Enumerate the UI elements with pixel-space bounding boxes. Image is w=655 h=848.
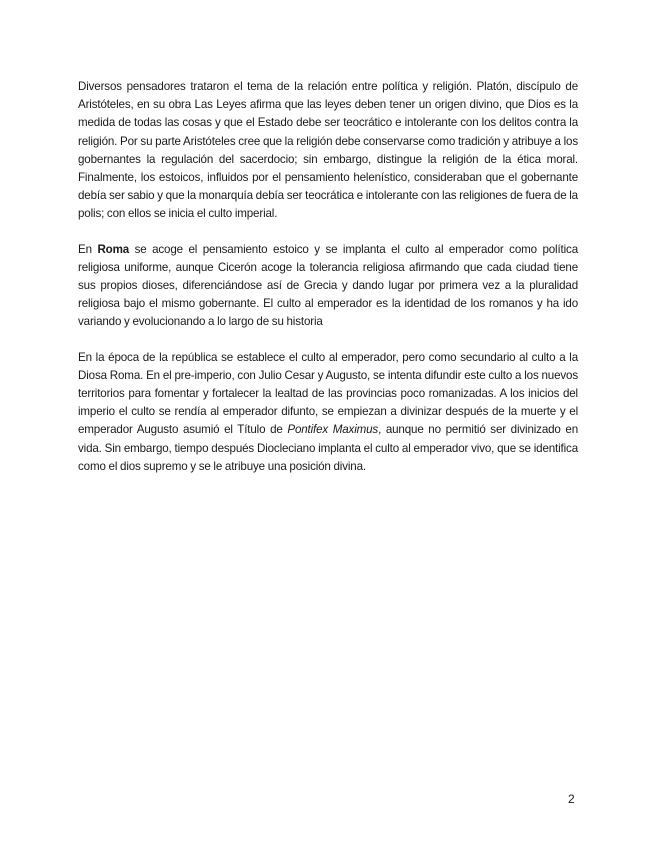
paragraph-philosophers: Diversos pensadores trataron el tema de la relación entre política y religión. Platón, discípulo de Aristóteles, en su obra Las Leyes afirma que las leyes deben tener un origen divino, que Dios es la medida de todas las cosas y que el Estado debe ser teocrático e intolerante con los delitos contra la religión. Por su parte Aristóteles cree que la religión debe conservarse como tradición y atribuye a los gobernantes la regulación del sacerdocio; sin embargo, distingue la religión de la ética moral. Finalmente, los estoicos, influidos por el pensamiento helenístico, consideraban que el gobernante debía ser sabio y que la monarquía debía ser teocrática e intolerante con las religiones de fuera de la polis; con ellos se inicia el culto imperial.: [78, 80, 578, 221]
page-number: 2: [568, 792, 575, 806]
paragraph-republic: [78, 349, 578, 476]
document-page: [78, 78, 578, 493]
paragraph-republic-text-2: , aunque no permitió ser divinizado en vida. Sin embargo, tiempo después Diocleciano implanta el culto al emperador vivo, que se identifica como el dios supremo y se le atribuye una posición divina.: [78, 423, 578, 473]
paragraph-rome: [78, 241, 578, 332]
pontifex-maximus-italic: Pontifex Maximus: [287, 423, 379, 437]
paragraph-rome-text: se acoge el pensamiento estoico y se implanta el culto al emperador como política religiosa uniforme, aunque Cicerón acoge la tolerancia religiosa afirmando que cada ciudad tiene sus propios dioses, diferenciándose así de Grecia y dando lugar por primera vez a la pluralidad religiosa bajo el mismo gobernante. El culto al emperador es la identidad de los romanos y ha ido variando y evolucionando a lo largo de su historia: [78, 242, 578, 329]
paragraph-republic-text-1: En la época de la república se establece el culto al emperador, pero como secundario al culto a la Diosa Roma. En el pre-imperio, con Julio Cesar y Augusto, se intenta difundir este culto a los nuevos territorios para fomentar y fortalecer la lealtad de las provincias poco romanizadas. A los inicios del imperio el culto se rendía al emperador difunto, se empiezan a divinizar después de la muerte y el emperador Augusto asumió el Título de: [78, 350, 578, 437]
paragraph-rome-prefix: En: [78, 242, 98, 256]
rome-bold-term: Roma: [97, 242, 130, 256]
